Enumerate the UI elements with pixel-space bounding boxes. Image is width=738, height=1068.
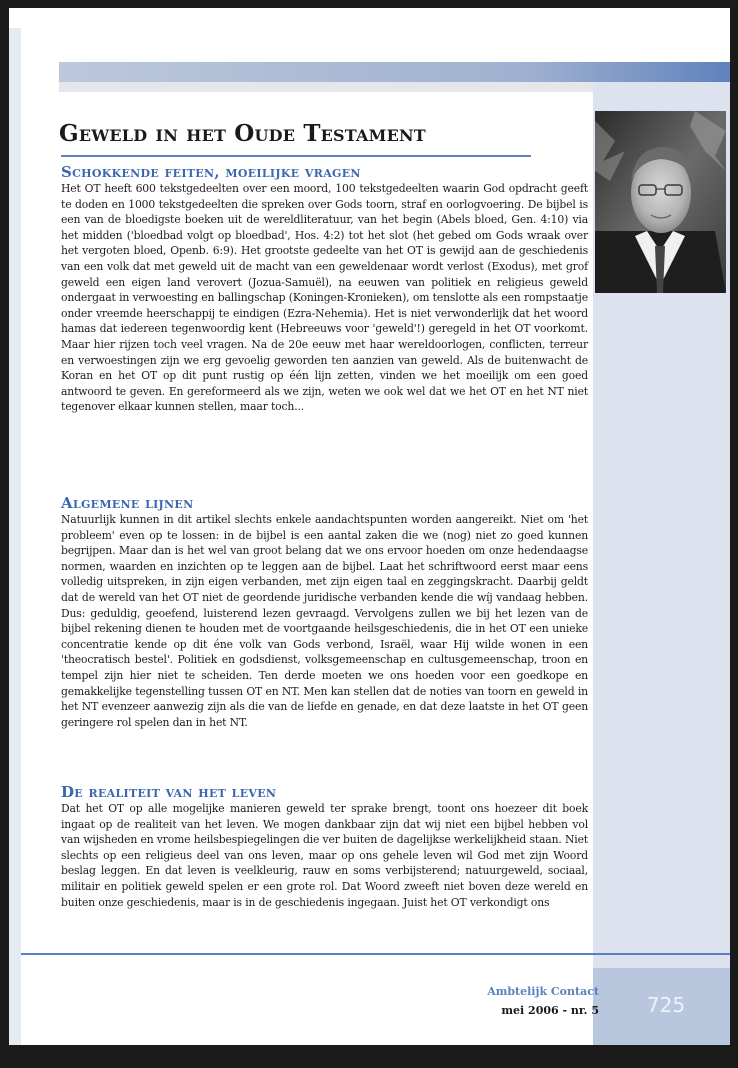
author-portrait-photo	[595, 111, 726, 293]
section-body-realiteit-van-het-leven: Dat het OT op alle mogelijke manieren geweld ter sprake brengt, toont ons hoezeer dit boek ingaat op de realiteit van het leven. We mogen dankbaar zijn dat wij niet een bijbel hebben vol van wijsheden en vrome heilsbespiegelingen die ver buiten de dagelijkse werkelijkheid staan. Niet slechts op een religieus deel van ons leven, maar op ons gehele leven wil God met zijn Woord beslag leggen. En dat leven is veelkleurig, rauw en soms verbijsterend; natuurgeweld, sociaal, militair en politiek geweld spelen er een grote rol. Dat Woord zweeft niet boven deze wereld en buiten onze geschiedenis, maar is in de geschiedenis ingegaan. Juist het OT verkondigt ons	[61, 802, 588, 909]
section-heading-algemene-lijnen: Algemene lijnen	[61, 494, 194, 512]
page-number: 725	[646, 993, 686, 1017]
scan-border-bottom	[0, 1045, 738, 1068]
header-color-band	[59, 62, 730, 82]
article-title: Geweld in het Oude Testament	[59, 120, 426, 147]
footer-rule	[21, 953, 730, 955]
section-body-algemene-lijnen: Natuurlijk kunnen in dit artikel slechts enkele aandachtspunten worden aangereikt. Niet om 'het probleem' even op te lossen: in de bijbel is een aantal zaken die we (nog) niet zo goed kunnen begrijpen. Maar dan is het wel van groot belang dat we ons ervoor hoeden om onze hedendaagse normen, waarden en inzichten op te leggen aan de bijbel. Laat het schriftwoord eerst maar eens volledig uitspreken, in zijn eigen verbanden, met zijn eigen taal en zeggingskracht. Daarbij geldt dat de wereld van het OT niet de geordende juridische verbanden kende die wíj vandaag hebben. Dus: geduldig, geoefend, luisterend lezen gevraagd. Vervolgens zullen we bij het lezen van de bijbel rekening dienen te houden met de voortgaande heilsgeschiedenis, die in het OT een unieke concentratie kende op dit éne volk van Gods verbond, Israël, waar Hij wilde wonen in een 'theocratisch bestel'. Politiek en godsdienst, volksgemeenschap en cultusgemeenschap, troon en tempel zijn hier niet te scheiden. Ten derde moeten we ons hoeden voor een goedkope en gemakkelijke tegenstelling tussen OT en NT. Men kan stellen dat de noties van toorn en geweld in het NT evenzeer aanwezig zijn als die van de liefde en genade, en dat deze laatste in het OT geen geringere rol spelen dan in het NT.	[61, 513, 588, 729]
footer-issue-info: mei 2006 - nr. 5	[501, 1004, 599, 1017]
scan-border-right	[730, 0, 738, 1068]
section-body-schokkende-feiten: Het OT heeft 600 tekstgedeelten over een moord, 100 tekstgedeelten waarin God opdracht geeft te doden en 1000 tekstgedeelten die spreken over Gods toorn, straf en oorlogvoering. De bijbel is een van de bloedigste boeken uit de wereldliteratuur, van het begin (Abels bloed, Gen. 4:10) via het midden ('bloedbad volgt op bloedbad', Hos. 4:2) tot het slot (het gebed om Gods wraak over het vergoten bloed, Openb. 6:9). Het grootste gedeelte van het OT is gewijd aan de geschiedenis van een volk dat met geweld uit de macht van een geweldenaar wordt verlost (Exodus), met grof geweld een eigen land verovert (Jozua-Samuël), na eeuwen van politiek en religieus geweld ondergaat in verwoesting en ballingschap (Koningen-Kronieken), om tenslotte als een rompstaatje onder vreemde heerschappij te eindigen (Ezra-Nehemia). Het is niet verwonderlijk dat het woord hamas dat iedereen tegenwoordig kent (Hebreeuws voor 'geweld'!) geregeld in het OT voorkomt. Maar hier rijzen toch veel vragen. Na de 20e eeuw met haar wereldoorlogen, conflicten, terreur en verwoestingen zijn we erg gevoelig geworden ten aanzien van geweld. Als de buitenwacht de Koran en het OT op dit punt rustig op één lijn zetten, vinden we het moeilijk om een goed antwoord te geven. En gereformeerd als we zijn, weten we ook wel dat we het OT en het NT niet tegenover elkaar kunnen stellen, maar toch...	[61, 182, 588, 414]
section-heading-schokkende-feiten: Schokkende feiten, moeilijke vragen	[61, 163, 361, 181]
header-grey-band	[59, 82, 599, 92]
magazine-page	[9, 8, 730, 1045]
title-underline	[61, 155, 531, 157]
scan-border-left	[0, 0, 9, 1068]
footer-publication-name: Ambtelijk Contact	[487, 985, 599, 998]
page-edge-strip	[9, 28, 21, 1045]
scan-border-top	[0, 0, 738, 8]
section-heading-realiteit-van-het-leven: De realiteit van het leven	[61, 783, 277, 801]
